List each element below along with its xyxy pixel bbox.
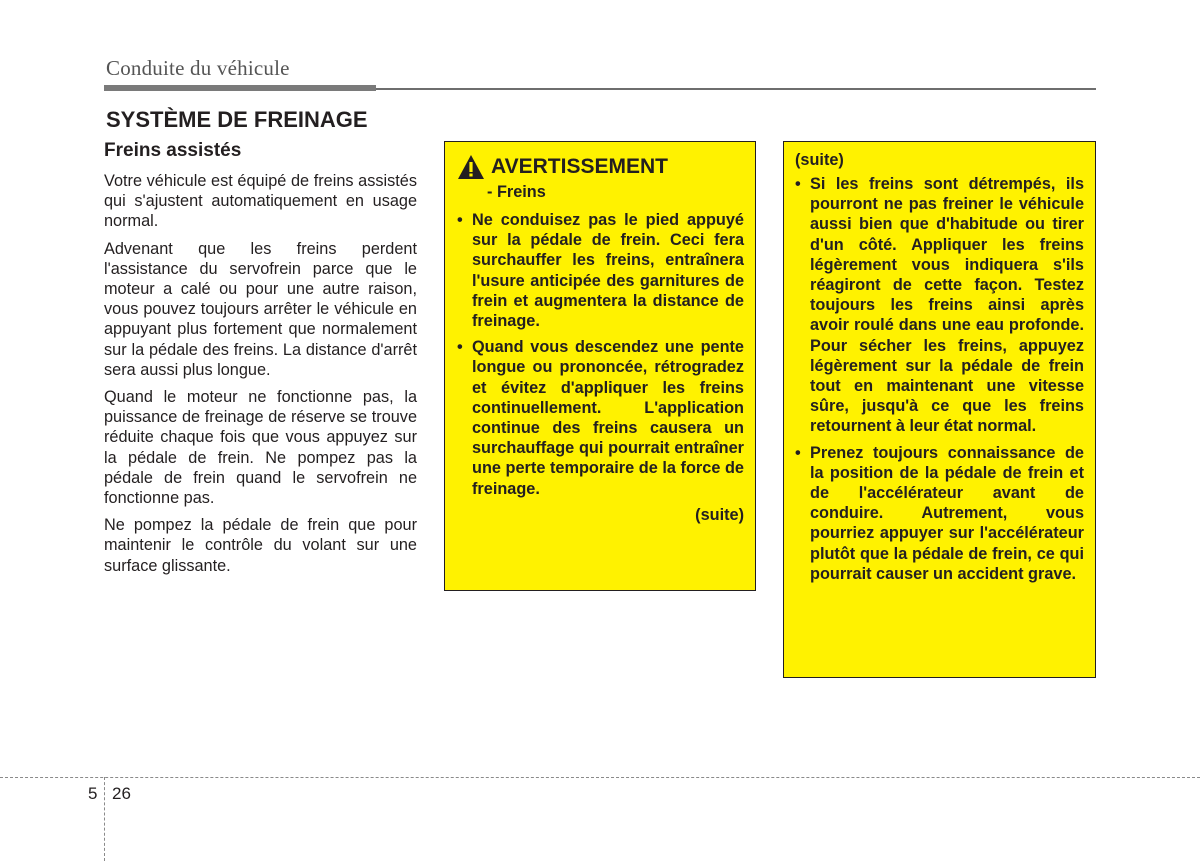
warning-triangle-icon bbox=[457, 154, 485, 180]
bullet: • bbox=[457, 211, 463, 229]
paragraph-4: Ne pompez la pédale de frein que pour maintenir le contrôle du volant sur une surface glissante. bbox=[104, 516, 417, 575]
warning-list-1 bbox=[457, 210, 744, 499]
paragraph-1: Votre véhicule est équipé de freins assistés qui s'ajustent automatiquement en usage normal. bbox=[104, 172, 417, 231]
continued-label: (suite) bbox=[695, 505, 744, 524]
warning-item-text: Prenez toujours connaissance de la position de la pédale de frein et de l'accélérateur avant de conduire. Autrement, vous pourriez appuyer sur l'accélérateur plutôt que la pédale de frein, ce qui pourrait causer un accident grave. bbox=[810, 443, 1084, 583]
footer-divider bbox=[104, 777, 105, 861]
header-title: Conduite du véhicule bbox=[106, 56, 290, 80]
page-chapter: 5 bbox=[88, 784, 98, 803]
warning-item-text: Ne conduisez pas le pied appuyé sur la pédale de frein. Ceci fera surchauffer les freins, entraînera l'usure anticipée des garnitures de frein et augmentera la distance de freinage. bbox=[472, 211, 744, 331]
warning-item bbox=[795, 174, 1084, 437]
header-rule bbox=[376, 88, 1096, 90]
subtitle-freins-assistes: Freins assistés bbox=[104, 140, 242, 161]
warning-box-brakes bbox=[444, 141, 756, 591]
warning-item-text: Quand vous descendez une pente longue ou prononcée, rétrogradez et évitez d'appliquer les freins continuellement. L'application continue des freins causera un surchauffage qui pourrait entraîner une perte temporaire de la force de freinage. bbox=[472, 338, 744, 498]
bullet: • bbox=[795, 443, 801, 462]
continued-from-label: (suite) bbox=[795, 151, 844, 169]
warning-item bbox=[457, 210, 744, 331]
bullet: • bbox=[457, 338, 463, 357]
bullet: • bbox=[795, 175, 801, 193]
header-bar-dark bbox=[104, 85, 376, 91]
warning-header bbox=[457, 152, 744, 182]
warning-item-text: Si les freins sont détrempés, ils pourront ne pas freiner le véhicule aussi bien que d'habitude ou tirer d'un côté. Appliquer les freins légèrement vous indiquera s'ils réagiront de cette façon. Testez toujours les freins ainsi après avoir roulé dans une eau profonde. Pour sécher les freins, appuyez légèrement sur la pédale de frein tout en maintenant une vitesse sûre, jusqu'à ce que les freins retournent à leur état normal. bbox=[810, 175, 1084, 436]
warning-heading: AVERTISSEMENT bbox=[491, 155, 668, 178]
warning-box-continued bbox=[783, 141, 1096, 678]
paragraph-3: Quand le moteur ne fonctionne pas, la puissance de freinage de réserve se trouve réduite chaque fois que vous appuyez sur la pédale de frein. Ne pompez pas la pédale de frein quand le servofrein ne fonctionne pas. bbox=[104, 388, 417, 508]
warning-list-2 bbox=[795, 174, 1084, 584]
paragraph-2: Advenant que les freins perdent l'assistance du servofrein parce que le moteur a calé ou pour une autre raison, vous pouvez toujours arrêter le véhicule en appuyant plus fortement que normalement sur la pédale des freins. La distance d'arrêt sera aussi plus longue. bbox=[104, 239, 417, 379]
footer-rule bbox=[0, 777, 1200, 778]
left-column bbox=[104, 139, 417, 583]
warning-item bbox=[795, 443, 1084, 584]
section-title: SYSTÈME DE FREINAGE bbox=[106, 107, 368, 132]
warning-subheading: - Freins bbox=[487, 183, 546, 201]
warning-item bbox=[457, 337, 744, 499]
page-number: 26 bbox=[112, 784, 131, 803]
